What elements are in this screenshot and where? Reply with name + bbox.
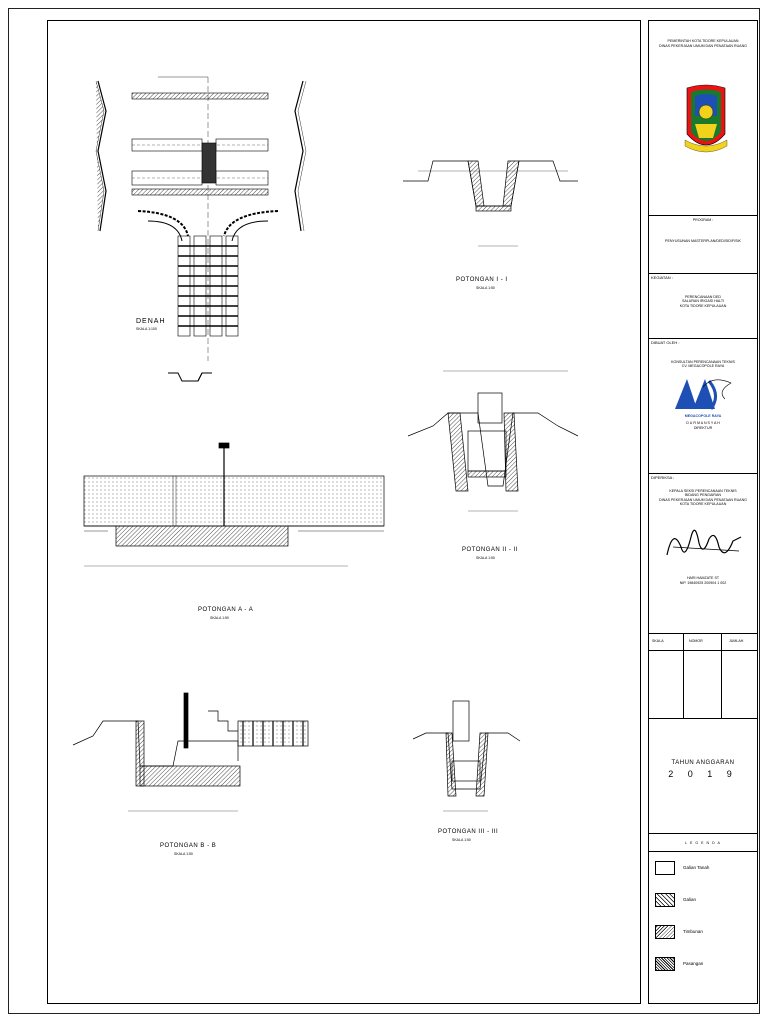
consultant-logo <box>673 373 733 413</box>
kegiatan-line1: PERENCANAAN DED <box>685 294 721 299</box>
section-a-title: POTONGAN A - A <box>198 607 254 613</box>
section-2-title: POTONGAN II - II <box>462 547 518 553</box>
director-name: D U R M A N S Y A H <box>686 421 720 426</box>
section-1-scale: SKALA 1:50 <box>476 286 495 290</box>
legend-swatch-galian-tanah <box>655 861 675 875</box>
consultant-line1: KONSULTAN PERENCANAAN TEKNIS <box>671 359 735 364</box>
legend-title: L E G E N D A <box>685 841 721 845</box>
director-title: DIREKTUR <box>693 425 713 430</box>
drawing-area <box>47 20 641 1004</box>
section-3 <box>413 701 520 811</box>
kegiatan-line2: SALURAN IRIGASI HALTI <box>681 299 725 304</box>
dibuat-label: DIBUAT OLEH : <box>651 340 680 345</box>
plan-title: DENAH <box>136 318 166 325</box>
signer-nip: NIP. 19840925 200904 1 002 <box>679 580 727 585</box>
check-line2: BIDANG PENGAIRAN <box>685 493 721 498</box>
legend-item <box>653 891 757 913</box>
title-block <box>648 20 758 1004</box>
legend-label: Galian Tanah <box>683 865 710 870</box>
engineering-drawing <box>48 21 642 1005</box>
section-a-scale: SKALA 1:50 <box>210 616 229 620</box>
kegiatan-cell <box>649 274 757 339</box>
diperiksa-label: DIPERIKSA : <box>651 475 675 480</box>
tahun-cell <box>649 719 757 834</box>
legend-item <box>653 955 757 977</box>
check-line4: KOTA TIDORE KEPULAUAN <box>679 502 727 507</box>
section-2-scale: SKALA 1:50 <box>476 556 495 560</box>
city-emblem-logo <box>683 84 729 174</box>
legend-label: Pasangan <box>683 961 704 966</box>
signer-name: HARI HAMZATE ST <box>686 575 720 580</box>
section-b-scale: SKALA 1:50 <box>174 852 193 856</box>
section-b <box>73 693 308 811</box>
section-1 <box>403 161 578 246</box>
legend-header <box>649 834 757 852</box>
check-line1: KEPALA SEKSI PERENCANAAN TEKNIS <box>669 488 737 493</box>
kegiatan-line3: KOTA TIDORE KEPULAUAN <box>679 303 727 308</box>
plan-view <box>96 77 306 381</box>
program-cell <box>649 216 757 274</box>
dibuat-cell <box>649 339 757 474</box>
signature-image <box>663 517 743 567</box>
legend-item <box>653 859 757 881</box>
section-3-title: POTONGAN III - III <box>438 829 499 835</box>
legend-item <box>653 923 757 945</box>
skala-row <box>649 634 757 719</box>
consultant-logo-text: MEGACOPOLE RAYA <box>684 413 722 418</box>
col-nomor: NOMOR <box>689 639 703 643</box>
legend-label: Timbunan <box>683 929 703 934</box>
section-1-title: POTONGAN I - I <box>456 277 508 283</box>
program-value: PENYUSUNAN MASTERPLAN/DED/SID/FISIK <box>665 238 741 243</box>
section-a <box>84 443 384 566</box>
section-2 <box>408 371 578 511</box>
col-skala: SKALA <box>652 639 664 643</box>
tahun-label: TAHUN ANGGARAN <box>671 760 735 766</box>
kegiatan-label: KEGIATAN : <box>651 275 673 280</box>
legend-swatch-pasangan <box>655 957 675 971</box>
check-line3: DINAS PEKERJAAN UMUM DAN PENATAAN RUANG <box>659 497 747 502</box>
col-jumlah: JUMLAH <box>729 639 744 643</box>
diperiksa-cell <box>649 474 757 634</box>
legend-label: Galian <box>683 897 697 902</box>
gov-line2: DINAS PEKERJAAN UMUM DAN PENATAAN RUANG <box>659 43 747 48</box>
tahun-value: 2 0 1 9 <box>668 769 738 779</box>
section-3-scale: SKALA 1:50 <box>452 838 471 842</box>
header-cell <box>649 21 757 216</box>
plan-scale: SKALA 1:100 <box>136 327 157 331</box>
program-label: PROGRAM : <box>692 218 714 222</box>
gov-line1: PEMERINTAH KOTA TIDORE KEPULAUAN <box>667 39 739 43</box>
legend-swatch-timbunan <box>655 925 675 939</box>
legend-swatch-galian <box>655 893 675 907</box>
consultant-line2: CV. MEGACOPOLE RAYA <box>681 364 725 369</box>
section-b-title: POTONGAN B - B <box>160 843 217 849</box>
